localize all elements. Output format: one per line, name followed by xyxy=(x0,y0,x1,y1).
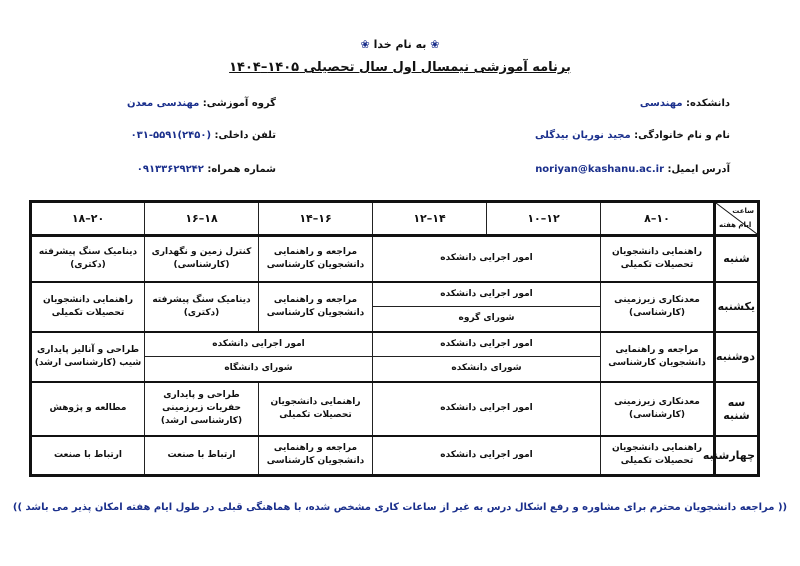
schedule-cell: دینامیک سنگ پیشرفته (دکتری) xyxy=(31,236,145,282)
schedule-cell: امور اجرایی دانشکده xyxy=(145,332,373,357)
day-tuesday: سه شنبه xyxy=(715,382,759,436)
schedule-cell: امور اجرایی دانشکده xyxy=(373,382,601,436)
basmala: به نام خدا xyxy=(373,38,427,51)
schedule-cell: شورای دانشگاه xyxy=(145,357,373,382)
email-info xyxy=(535,164,730,175)
basmala-line xyxy=(0,38,800,51)
group-info xyxy=(127,98,276,109)
hour-header: ۱۰–۸ xyxy=(601,202,715,236)
phone-value: (۲۴۵۰)۵۵۹۱-۰۳۱ xyxy=(130,130,212,141)
name-value: مجید نوریان بیدگلی xyxy=(535,130,631,141)
name-info xyxy=(535,130,730,141)
group-value: مهندسی معدن xyxy=(127,98,200,109)
schedule-cell: راهنمایی دانشجویان تحصیلات تکمیلی xyxy=(601,236,715,282)
name-label: نام و نام خانوادگی: xyxy=(634,130,730,141)
faculty-label: دانشکده: xyxy=(686,98,730,109)
email-label: آدرس ایمیل: xyxy=(667,164,730,175)
schedule-cell: مراجعه و راهنمایی دانشجویان کارشناسی xyxy=(259,436,373,476)
day-monday: دوشنبه xyxy=(715,332,759,382)
table-row xyxy=(31,332,759,357)
table-row xyxy=(31,382,759,436)
corner-cell xyxy=(715,202,759,236)
schedule-cell: امور اجرایی دانشکده xyxy=(373,282,601,307)
header-row xyxy=(31,202,759,236)
hour-header: ۱۲–۱۰ xyxy=(487,202,601,236)
schedule-cell: ارتباط با صنعت xyxy=(31,436,145,476)
hour-header: ۱۴–۱۲ xyxy=(373,202,487,236)
mobile-value: ۰۹۱۳۳۶۲۹۲۴۲ xyxy=(136,164,204,175)
schedule-cell: معدنکاری زیرزمینی (کارشناسی) xyxy=(601,382,715,436)
corner-time-label: ساعت xyxy=(732,207,754,215)
schedule-cell: امور اجرایی دانشکده xyxy=(373,332,601,357)
schedule-cell: امور اجرایی دانشکده xyxy=(373,436,601,476)
faculty-info xyxy=(640,98,730,109)
schedule-cell: کنترل زمین و نگهداری (کارشناسی) xyxy=(145,236,259,282)
hour-header: ۱۸–۱۶ xyxy=(145,202,259,236)
mobile-label: شماره همراه: xyxy=(207,164,276,175)
group-label: گروه آموزشی: xyxy=(202,98,276,109)
phone-info xyxy=(131,130,276,141)
phone-label: تلفن داخلی: xyxy=(214,130,276,141)
hour-header: ۱۶–۱۴ xyxy=(259,202,373,236)
email-value[interactable]: noriyan@kashanu.ac.ir xyxy=(535,164,665,175)
schedule-cell: مراجعه و راهنمایی دانشجویان کارشناسی xyxy=(259,236,373,282)
schedule-cell: مراجعه و راهنمایی دانشجویان کارشناسی xyxy=(601,332,715,382)
hour-header: ۲۰–۱۸ xyxy=(31,202,145,236)
schedule-cell: طراحی و آنالیز پایداری شیب (کارشناسی ارشد) xyxy=(31,332,145,382)
ornament-icon: ❀ xyxy=(360,38,370,51)
footer-note: (( مراجعه دانشجویان محترم برای مشاوره و رفع اشکال درس به غیر از ساعات کاری مشخص شده، با هماهنگی قبلی در طول ایام هفته امکان پذیر می باشد )) xyxy=(12,502,788,513)
day-wednesday: چهارشنبه xyxy=(715,436,759,476)
schedule-cell: طراحی و پایداری حفریات زیرزمینی (کارشناسی ارشد) xyxy=(145,382,259,436)
schedule-cell: راهنمایی دانشجویان تحصیلات تکمیلی xyxy=(259,382,373,436)
schedule-table xyxy=(29,200,760,477)
ornament-icon: ❀ xyxy=(430,38,440,51)
mobile-info xyxy=(137,164,276,175)
table-row xyxy=(31,436,759,476)
page-title: برنامه آموزشی نیمسال اول سال تحصیلی ۱۴۰۵–۱۴۰۴ xyxy=(229,60,571,75)
faculty-value: مهندسی xyxy=(639,98,683,109)
schedule-cell: راهنمایی دانشجویان تحصیلات تکمیلی xyxy=(31,282,145,332)
schedule-cell: شورای دانشکده xyxy=(373,357,601,382)
table-row xyxy=(31,236,759,282)
schedule-cell: امور اجرایی دانشکده xyxy=(373,236,601,282)
table-row xyxy=(31,282,759,307)
schedule-cell: مطالعه و پژوهش xyxy=(31,382,145,436)
schedule-cell: شورای گروه xyxy=(373,307,601,332)
corner-days-label: ایام هفته xyxy=(719,221,752,229)
day-saturday: شنبه xyxy=(715,236,759,282)
schedule-cell: دینامیک سنگ پیشرفته (دکتری) xyxy=(145,282,259,332)
schedule-cell: ارتباط با صنعت xyxy=(145,436,259,476)
schedule-cell: مراجعه و راهنمایی دانشجویان کارشناسی xyxy=(259,282,373,332)
schedule-cell: راهنمایی دانشجویان تحصیلات تکمیلی xyxy=(601,436,715,476)
schedule-cell: معدنکاری زیرزمینی (کارشناسی) xyxy=(601,282,715,332)
day-sunday: یکشنبه xyxy=(715,282,759,332)
